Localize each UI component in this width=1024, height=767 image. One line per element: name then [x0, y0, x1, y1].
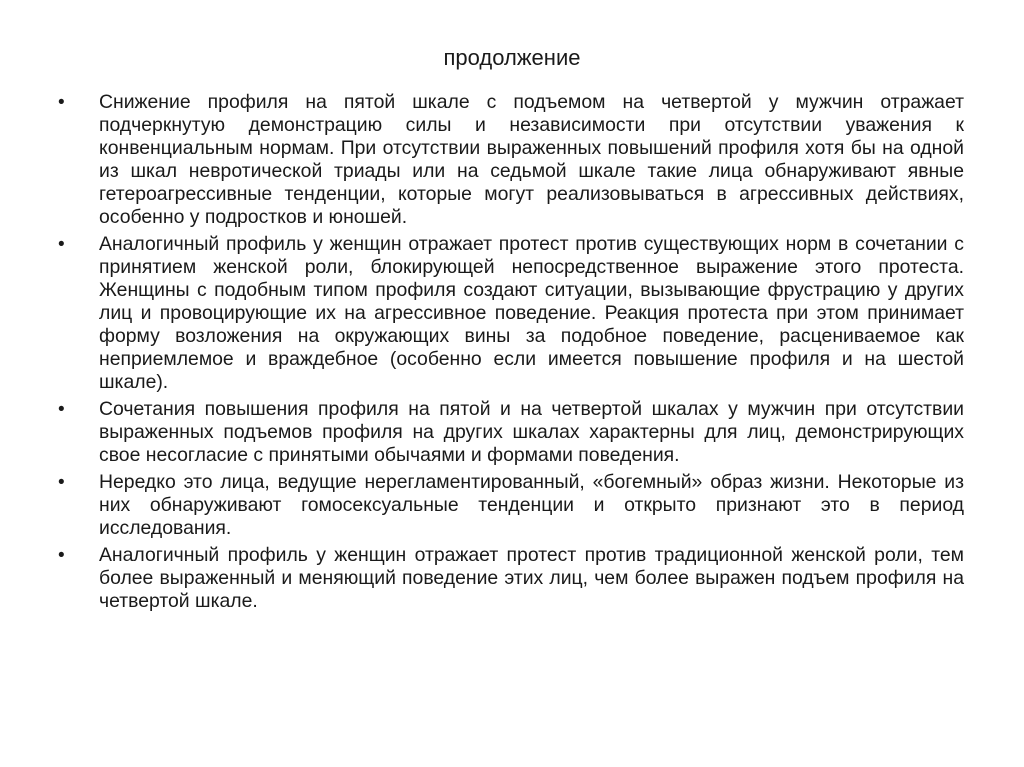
bullet-list [58, 91, 964, 617]
bullet-text: Аналогичный профиль у женщин отражает протест против традиционной женской роли, тем более выраженный и меняющий поведение этих лиц, чем более выражен подъем профиля на четвертой шкале. [99, 544, 964, 612]
bullet-item [58, 398, 964, 467]
bullet-icon: • [58, 472, 65, 493]
bullet-icon: • [58, 399, 65, 420]
slide-title: продолжение [443, 45, 581, 70]
bullet-item [58, 471, 964, 540]
bullet-text: Аналогичный профиль у женщин отражает протест против существующих норм в сочетании с принятием женской роли, блокирующей непосредственное выражение этого протеста. Женщины с подобным типом профиля создают ситуации, вызывающие фрустрацию у других лиц и провоцирующие их на агрессивное поведение. Реакция протеста при этом принимает форму возложения на окружающих вины за подобное поведение, расцениваемое как неприемлемое и враждебное (особенно если имеется повышение профиля и на шестой шкале). [99, 233, 964, 393]
bullet-icon: • [58, 92, 65, 113]
bullet-item [58, 91, 964, 229]
bullet-text: Снижение профиля на пятой шкале с подъемом на четвертой у мужчин отражает подчеркнутую демонстрацию силы и независимости при отсутствии уважения к конвенциальным нормам. При отсутствии выраженных повышений профиля хотя бы на одной из шкал невротической триады или на седьмой шкале такие лица обнаруживают явные гетероагрессивные тенденции, которые могут реализовываться в агрессивных действиях, особенно у подростков и юношей. [99, 91, 964, 228]
bullet-text: Нередко это лица, ведущие нерегламентированный, «богемный» образ жизни. Некоторые из них обнаруживают гомосексуальные тенденции и открыто признают это в период исследования. [99, 471, 964, 539]
bullet-icon: • [58, 234, 65, 255]
bullet-icon: • [58, 545, 65, 566]
bullet-text: Сочетания повышения профиля на пятой и на четвертой шкалах у мужчин при отсутствии выраженных подъемов профиля на других шкалах характерны для лиц, демонстрирующих свое несогласие с принятыми обычаями и формами поведения. [99, 398, 964, 466]
bullet-item [58, 544, 964, 613]
bullet-item [58, 233, 964, 394]
